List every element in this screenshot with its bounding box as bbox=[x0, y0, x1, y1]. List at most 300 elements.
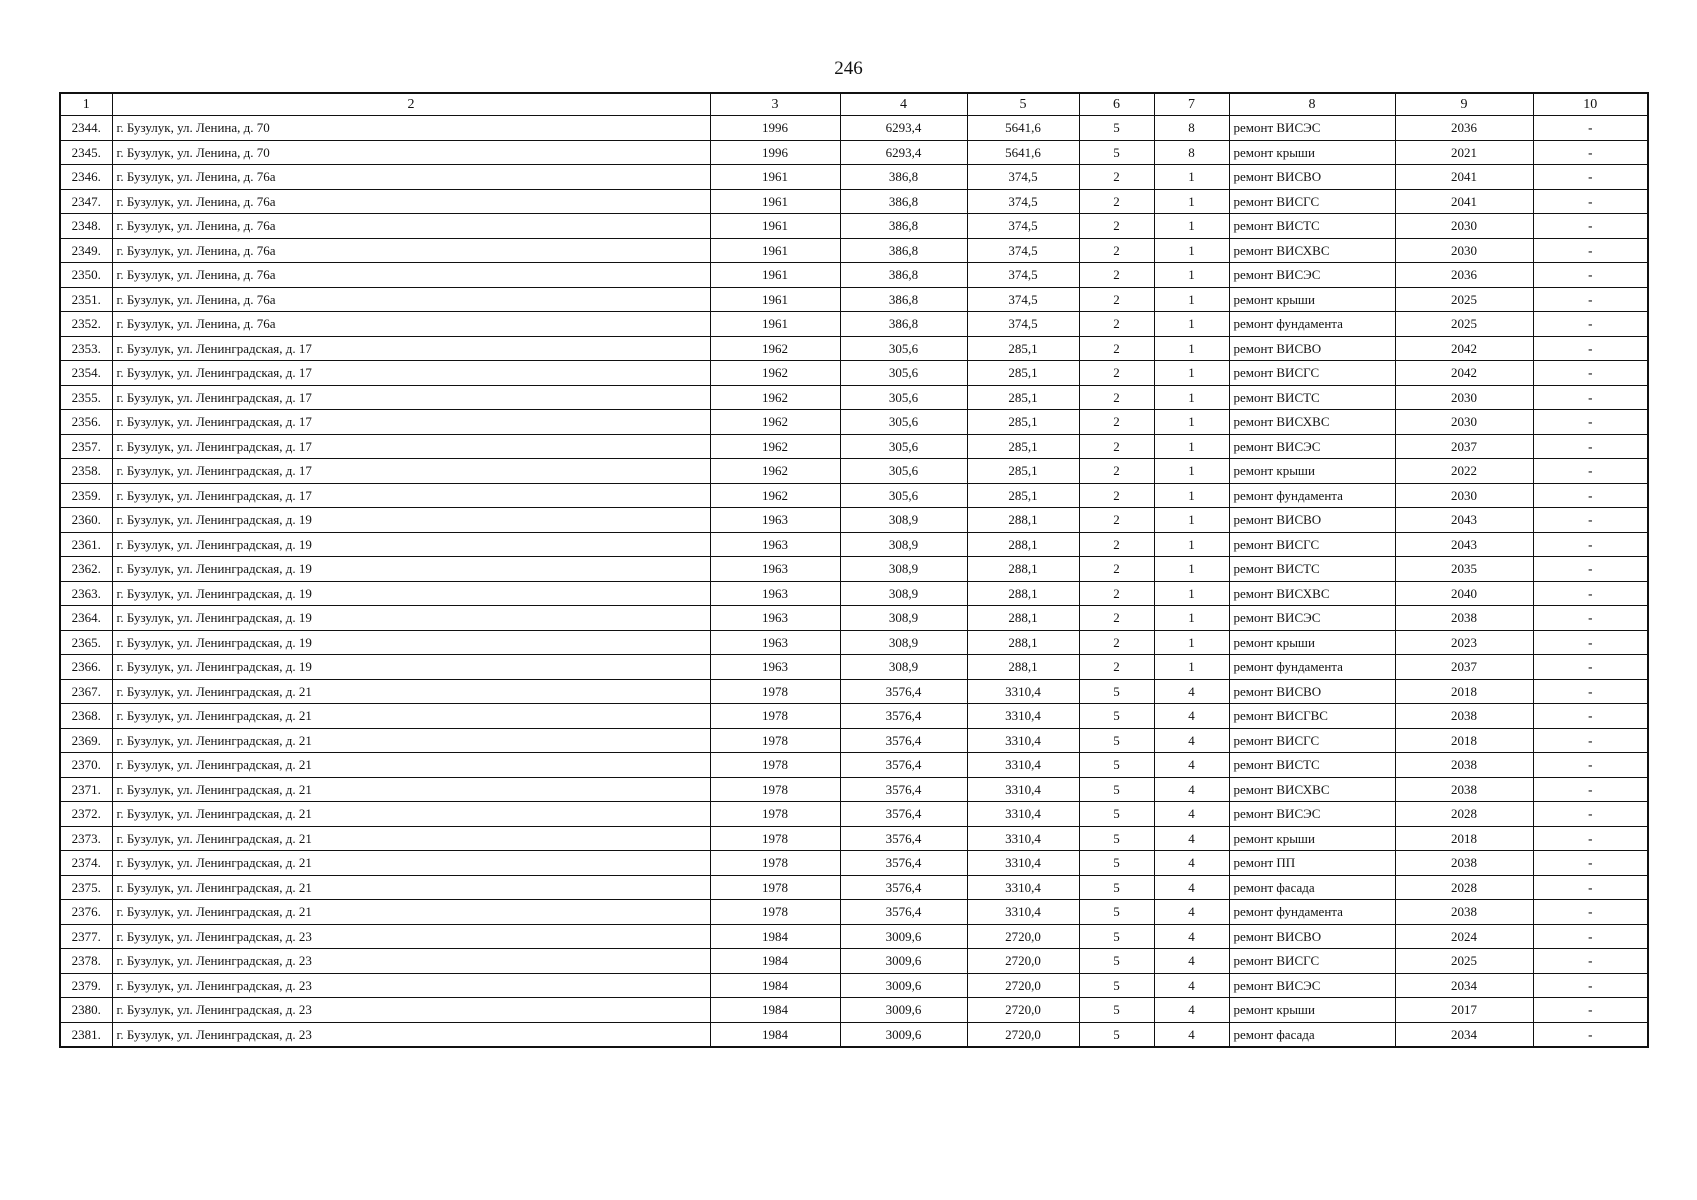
living-area-cell: 2720,0 bbox=[967, 1022, 1079, 1047]
year-cell: 1984 bbox=[710, 1022, 840, 1047]
table-row bbox=[60, 606, 1648, 631]
note-cell: - bbox=[1533, 777, 1648, 802]
year-cell: 1962 bbox=[710, 385, 840, 410]
address-cell: г. Бузулук, ул. Ленинградская, д. 21 bbox=[112, 900, 710, 925]
row-number: 2355. bbox=[60, 385, 112, 410]
entrances-cell: 1 bbox=[1154, 557, 1229, 582]
address-cell: г. Бузулук, ул. Ленинградская, д. 21 bbox=[112, 679, 710, 704]
year-cell: 1978 bbox=[710, 875, 840, 900]
note-cell: - bbox=[1533, 679, 1648, 704]
row-number: 2374. bbox=[60, 851, 112, 876]
entrances-cell: 1 bbox=[1154, 434, 1229, 459]
planned-year-cell: 2036 bbox=[1395, 116, 1533, 141]
note-cell: - bbox=[1533, 753, 1648, 778]
total-area-cell: 305,6 bbox=[840, 410, 967, 435]
column-header: 9 bbox=[1395, 93, 1533, 116]
planned-year-cell: 2023 bbox=[1395, 630, 1533, 655]
work-type-cell: ремонт ВИСЭС bbox=[1229, 116, 1395, 141]
planned-year-cell: 2037 bbox=[1395, 434, 1533, 459]
address-cell: г. Бузулук, ул. Ленина, д. 76а bbox=[112, 263, 710, 288]
planned-year-cell: 2038 bbox=[1395, 851, 1533, 876]
entrances-cell: 4 bbox=[1154, 753, 1229, 778]
year-cell: 1962 bbox=[710, 459, 840, 484]
entrances-cell: 1 bbox=[1154, 214, 1229, 239]
table-row bbox=[60, 532, 1648, 557]
note-cell: - bbox=[1533, 263, 1648, 288]
living-area-cell: 288,1 bbox=[967, 630, 1079, 655]
entrances-cell: 1 bbox=[1154, 581, 1229, 606]
entrances-cell: 1 bbox=[1154, 189, 1229, 214]
planned-year-cell: 2042 bbox=[1395, 361, 1533, 386]
table-body bbox=[60, 116, 1648, 1048]
year-cell: 1978 bbox=[710, 753, 840, 778]
row-number: 2377. bbox=[60, 924, 112, 949]
year-cell: 1961 bbox=[710, 165, 840, 190]
row-number: 2368. bbox=[60, 704, 112, 729]
address-cell: г. Бузулук, ул. Ленинградская, д. 23 bbox=[112, 924, 710, 949]
total-area-cell: 3576,4 bbox=[840, 679, 967, 704]
entrances-cell: 1 bbox=[1154, 532, 1229, 557]
table-row bbox=[60, 728, 1648, 753]
total-area-cell: 3576,4 bbox=[840, 802, 967, 827]
table-row bbox=[60, 973, 1648, 998]
note-cell: - bbox=[1533, 875, 1648, 900]
work-type-cell: ремонт ВИСГС bbox=[1229, 728, 1395, 753]
row-number: 2351. bbox=[60, 287, 112, 312]
planned-year-cell: 2037 bbox=[1395, 655, 1533, 680]
living-area-cell: 3310,4 bbox=[967, 704, 1079, 729]
total-area-cell: 6293,4 bbox=[840, 140, 967, 165]
work-type-cell: ремонт фундамента bbox=[1229, 483, 1395, 508]
work-type-cell: ремонт ВИСЭС bbox=[1229, 606, 1395, 631]
note-cell: - bbox=[1533, 532, 1648, 557]
work-type-cell: ремонт ВИСТС bbox=[1229, 753, 1395, 778]
entrances-cell: 8 bbox=[1154, 140, 1229, 165]
planned-year-cell: 2030 bbox=[1395, 214, 1533, 239]
note-cell: - bbox=[1533, 998, 1648, 1023]
entrances-cell: 1 bbox=[1154, 263, 1229, 288]
planned-year-cell: 2018 bbox=[1395, 826, 1533, 851]
row-number: 2376. bbox=[60, 900, 112, 925]
column-header: 1 bbox=[60, 93, 112, 116]
address-cell: г. Бузулук, ул. Ленинградская, д. 23 bbox=[112, 1022, 710, 1047]
year-cell: 1962 bbox=[710, 434, 840, 459]
row-number: 2373. bbox=[60, 826, 112, 851]
total-area-cell: 3576,4 bbox=[840, 851, 967, 876]
note-cell: - bbox=[1533, 336, 1648, 361]
floors-cell: 2 bbox=[1079, 336, 1154, 361]
entrances-cell: 4 bbox=[1154, 973, 1229, 998]
table-row bbox=[60, 998, 1648, 1023]
total-area-cell: 3576,4 bbox=[840, 704, 967, 729]
floors-cell: 5 bbox=[1079, 900, 1154, 925]
address-cell: г. Бузулук, ул. Ленина, д. 70 bbox=[112, 116, 710, 141]
total-area-cell: 3009,6 bbox=[840, 1022, 967, 1047]
total-area-cell: 308,9 bbox=[840, 508, 967, 533]
year-cell: 1978 bbox=[710, 704, 840, 729]
entrances-cell: 1 bbox=[1154, 336, 1229, 361]
work-type-cell: ремонт ВИСХВС bbox=[1229, 410, 1395, 435]
address-cell: г. Бузулук, ул. Ленинградская, д. 23 bbox=[112, 973, 710, 998]
entrances-cell: 4 bbox=[1154, 1022, 1229, 1047]
entrances-cell: 4 bbox=[1154, 826, 1229, 851]
floors-cell: 2 bbox=[1079, 655, 1154, 680]
address-cell: г. Бузулук, ул. Ленинградская, д. 21 bbox=[112, 875, 710, 900]
entrances-cell: 1 bbox=[1154, 630, 1229, 655]
entrances-cell: 4 bbox=[1154, 949, 1229, 974]
floors-cell: 2 bbox=[1079, 434, 1154, 459]
living-area-cell: 2720,0 bbox=[967, 924, 1079, 949]
note-cell: - bbox=[1533, 434, 1648, 459]
total-area-cell: 3576,4 bbox=[840, 777, 967, 802]
floors-cell: 2 bbox=[1079, 410, 1154, 435]
year-cell: 1978 bbox=[710, 900, 840, 925]
table-row bbox=[60, 483, 1648, 508]
table-row bbox=[60, 140, 1648, 165]
work-type-cell: ремонт ВИСГС bbox=[1229, 949, 1395, 974]
work-type-cell: ремонт ВИСХВС bbox=[1229, 238, 1395, 263]
table-row bbox=[60, 826, 1648, 851]
entrances-cell: 4 bbox=[1154, 802, 1229, 827]
address-cell: г. Бузулук, ул. Ленинградская, д. 21 bbox=[112, 728, 710, 753]
planned-year-cell: 2025 bbox=[1395, 312, 1533, 337]
year-cell: 1978 bbox=[710, 728, 840, 753]
year-cell: 1962 bbox=[710, 483, 840, 508]
year-cell: 1963 bbox=[710, 606, 840, 631]
floors-cell: 5 bbox=[1079, 802, 1154, 827]
year-cell: 1984 bbox=[710, 973, 840, 998]
table-row bbox=[60, 851, 1648, 876]
entrances-cell: 1 bbox=[1154, 410, 1229, 435]
work-type-cell: ремонт ВИСВО bbox=[1229, 508, 1395, 533]
table-row bbox=[60, 214, 1648, 239]
floors-cell: 5 bbox=[1079, 116, 1154, 141]
total-area-cell: 386,8 bbox=[840, 312, 967, 337]
work-type-cell: ремонт фундамента bbox=[1229, 655, 1395, 680]
address-cell: г. Бузулук, ул. Ленинградская, д. 21 bbox=[112, 826, 710, 851]
floors-cell: 2 bbox=[1079, 263, 1154, 288]
note-cell: - bbox=[1533, 704, 1648, 729]
floors-cell: 2 bbox=[1079, 630, 1154, 655]
living-area-cell: 288,1 bbox=[967, 581, 1079, 606]
year-cell: 1984 bbox=[710, 924, 840, 949]
year-cell: 1978 bbox=[710, 851, 840, 876]
entrances-cell: 4 bbox=[1154, 679, 1229, 704]
row-number: 2362. bbox=[60, 557, 112, 582]
total-area-cell: 305,6 bbox=[840, 434, 967, 459]
row-number: 2363. bbox=[60, 581, 112, 606]
address-cell: г. Бузулук, ул. Ленина, д. 70 bbox=[112, 140, 710, 165]
work-type-cell: ремонт ВИСГВС bbox=[1229, 704, 1395, 729]
year-cell: 1961 bbox=[710, 287, 840, 312]
row-number: 2359. bbox=[60, 483, 112, 508]
living-area-cell: 3310,4 bbox=[967, 777, 1079, 802]
floors-cell: 2 bbox=[1079, 287, 1154, 312]
planned-year-cell: 2043 bbox=[1395, 508, 1533, 533]
work-type-cell: ремонт ВИСЭС bbox=[1229, 802, 1395, 827]
table-row bbox=[60, 287, 1648, 312]
planned-year-cell: 2040 bbox=[1395, 581, 1533, 606]
living-area-cell: 285,1 bbox=[967, 483, 1079, 508]
address-cell: г. Бузулук, ул. Ленина, д. 76а bbox=[112, 189, 710, 214]
address-cell: г. Бузулук, ул. Ленина, д. 76а bbox=[112, 214, 710, 239]
total-area-cell: 3009,6 bbox=[840, 924, 967, 949]
year-cell: 1996 bbox=[710, 140, 840, 165]
note-cell: - bbox=[1533, 459, 1648, 484]
row-number: 2369. bbox=[60, 728, 112, 753]
note-cell: - bbox=[1533, 557, 1648, 582]
living-area-cell: 288,1 bbox=[967, 655, 1079, 680]
year-cell: 1961 bbox=[710, 189, 840, 214]
floors-cell: 2 bbox=[1079, 459, 1154, 484]
work-type-cell: ремонт фасада bbox=[1229, 1022, 1395, 1047]
row-number: 2354. bbox=[60, 361, 112, 386]
table-row bbox=[60, 900, 1648, 925]
year-cell: 1963 bbox=[710, 581, 840, 606]
living-area-cell: 288,1 bbox=[967, 557, 1079, 582]
table-row bbox=[60, 630, 1648, 655]
planned-year-cell: 2030 bbox=[1395, 385, 1533, 410]
row-number: 2378. bbox=[60, 949, 112, 974]
living-area-cell: 3310,4 bbox=[967, 875, 1079, 900]
floors-cell: 5 bbox=[1079, 973, 1154, 998]
table-row bbox=[60, 116, 1648, 141]
total-area-cell: 308,9 bbox=[840, 606, 967, 631]
floors-cell: 2 bbox=[1079, 385, 1154, 410]
planned-year-cell: 2030 bbox=[1395, 483, 1533, 508]
planned-year-cell: 2041 bbox=[1395, 165, 1533, 190]
year-cell: 1963 bbox=[710, 508, 840, 533]
address-cell: г. Бузулук, ул. Ленинградская, д. 19 bbox=[112, 655, 710, 680]
planned-year-cell: 2038 bbox=[1395, 900, 1533, 925]
floors-cell: 5 bbox=[1079, 679, 1154, 704]
note-cell: - bbox=[1533, 924, 1648, 949]
row-number: 2352. bbox=[60, 312, 112, 337]
living-area-cell: 285,1 bbox=[967, 410, 1079, 435]
row-number: 2365. bbox=[60, 630, 112, 655]
planned-year-cell: 2038 bbox=[1395, 704, 1533, 729]
entrances-cell: 4 bbox=[1154, 900, 1229, 925]
column-header: 2 bbox=[112, 93, 710, 116]
column-header: 6 bbox=[1079, 93, 1154, 116]
address-cell: г. Бузулук, ул. Ленина, д. 76а bbox=[112, 287, 710, 312]
year-cell: 1984 bbox=[710, 998, 840, 1023]
work-type-cell: ремонт ВИСЭС bbox=[1229, 973, 1395, 998]
living-area-cell: 285,1 bbox=[967, 459, 1079, 484]
note-cell: - bbox=[1533, 1022, 1648, 1047]
planned-year-cell: 2043 bbox=[1395, 532, 1533, 557]
living-area-cell: 285,1 bbox=[967, 361, 1079, 386]
planned-year-cell: 2028 bbox=[1395, 802, 1533, 827]
entrances-cell: 1 bbox=[1154, 287, 1229, 312]
work-type-cell: ремонт ВИСТС bbox=[1229, 385, 1395, 410]
total-area-cell: 386,8 bbox=[840, 263, 967, 288]
row-number: 2347. bbox=[60, 189, 112, 214]
year-cell: 1961 bbox=[710, 214, 840, 239]
table-row bbox=[60, 1022, 1648, 1047]
table-row bbox=[60, 704, 1648, 729]
year-cell: 1962 bbox=[710, 336, 840, 361]
column-header: 10 bbox=[1533, 93, 1648, 116]
year-cell: 1984 bbox=[710, 949, 840, 974]
floors-cell: 5 bbox=[1079, 826, 1154, 851]
planned-year-cell: 2017 bbox=[1395, 998, 1533, 1023]
work-type-cell: ремонт фундамента bbox=[1229, 900, 1395, 925]
living-area-cell: 374,5 bbox=[967, 287, 1079, 312]
table-row bbox=[60, 385, 1648, 410]
total-area-cell: 386,8 bbox=[840, 238, 967, 263]
row-number: 2379. bbox=[60, 973, 112, 998]
floors-cell: 2 bbox=[1079, 557, 1154, 582]
living-area-cell: 285,1 bbox=[967, 385, 1079, 410]
entrances-cell: 1 bbox=[1154, 385, 1229, 410]
address-cell: г. Бузулук, ул. Ленинградская, д. 17 bbox=[112, 459, 710, 484]
entrances-cell: 4 bbox=[1154, 704, 1229, 729]
floors-cell: 5 bbox=[1079, 753, 1154, 778]
note-cell: - bbox=[1533, 655, 1648, 680]
planned-year-cell: 2025 bbox=[1395, 287, 1533, 312]
year-cell: 1996 bbox=[710, 116, 840, 141]
column-header: 4 bbox=[840, 93, 967, 116]
row-number: 2360. bbox=[60, 508, 112, 533]
floors-cell: 2 bbox=[1079, 361, 1154, 386]
note-cell: - bbox=[1533, 189, 1648, 214]
planned-year-cell: 2021 bbox=[1395, 140, 1533, 165]
floors-cell: 2 bbox=[1079, 165, 1154, 190]
address-cell: г. Бузулук, ул. Ленинградская, д. 19 bbox=[112, 581, 710, 606]
living-area-cell: 2720,0 bbox=[967, 949, 1079, 974]
row-number: 2371. bbox=[60, 777, 112, 802]
planned-year-cell: 2034 bbox=[1395, 1022, 1533, 1047]
living-area-cell: 374,5 bbox=[967, 165, 1079, 190]
floors-cell: 5 bbox=[1079, 728, 1154, 753]
row-number: 2364. bbox=[60, 606, 112, 631]
planned-year-cell: 2034 bbox=[1395, 973, 1533, 998]
entrances-cell: 1 bbox=[1154, 165, 1229, 190]
note-cell: - bbox=[1533, 826, 1648, 851]
address-cell: г. Бузулук, ул. Ленинградская, д. 17 bbox=[112, 483, 710, 508]
living-area-cell: 288,1 bbox=[967, 508, 1079, 533]
year-cell: 1962 bbox=[710, 361, 840, 386]
table-row bbox=[60, 189, 1648, 214]
total-area-cell: 386,8 bbox=[840, 214, 967, 239]
living-area-cell: 374,5 bbox=[967, 263, 1079, 288]
entrances-cell: 1 bbox=[1154, 606, 1229, 631]
note-cell: - bbox=[1533, 728, 1648, 753]
work-type-cell: ремонт ВИСВО bbox=[1229, 679, 1395, 704]
floors-cell: 2 bbox=[1079, 581, 1154, 606]
year-cell: 1963 bbox=[710, 630, 840, 655]
work-type-cell: ремонт ВИСВО bbox=[1229, 336, 1395, 361]
address-cell: г. Бузулук, ул. Ленина, д. 76а bbox=[112, 312, 710, 337]
total-area-cell: 3576,4 bbox=[840, 728, 967, 753]
floors-cell: 2 bbox=[1079, 532, 1154, 557]
note-cell: - bbox=[1533, 973, 1648, 998]
floors-cell: 2 bbox=[1079, 312, 1154, 337]
table-row bbox=[60, 875, 1648, 900]
planned-year-cell: 2022 bbox=[1395, 459, 1533, 484]
work-type-cell: ремонт крыши bbox=[1229, 459, 1395, 484]
living-area-cell: 3310,4 bbox=[967, 851, 1079, 876]
work-type-cell: ремонт ВИСЭС bbox=[1229, 263, 1395, 288]
total-area-cell: 305,6 bbox=[840, 336, 967, 361]
address-cell: г. Бузулук, ул. Ленинградская, д. 17 bbox=[112, 434, 710, 459]
table-row bbox=[60, 263, 1648, 288]
address-cell: г. Бузулук, ул. Ленинградская, д. 19 bbox=[112, 630, 710, 655]
total-area-cell: 386,8 bbox=[840, 287, 967, 312]
work-type-cell: ремонт крыши bbox=[1229, 630, 1395, 655]
year-cell: 1978 bbox=[710, 679, 840, 704]
address-cell: г. Бузулук, ул. Ленинградская, д. 19 bbox=[112, 557, 710, 582]
work-type-cell: ремонт крыши bbox=[1229, 287, 1395, 312]
row-number: 2367. bbox=[60, 679, 112, 704]
total-area-cell: 308,9 bbox=[840, 532, 967, 557]
table-row bbox=[60, 165, 1648, 190]
table-row bbox=[60, 336, 1648, 361]
living-area-cell: 2720,0 bbox=[967, 973, 1079, 998]
row-number: 2358. bbox=[60, 459, 112, 484]
living-area-cell: 285,1 bbox=[967, 336, 1079, 361]
floors-cell: 5 bbox=[1079, 140, 1154, 165]
year-cell: 1978 bbox=[710, 777, 840, 802]
total-area-cell: 386,8 bbox=[840, 165, 967, 190]
address-cell: г. Бузулук, ул. Ленинградская, д. 21 bbox=[112, 704, 710, 729]
planned-year-cell: 2038 bbox=[1395, 753, 1533, 778]
entrances-cell: 4 bbox=[1154, 728, 1229, 753]
row-number: 2361. bbox=[60, 532, 112, 557]
living-area-cell: 3310,4 bbox=[967, 753, 1079, 778]
address-cell: г. Бузулук, ул. Ленинградская, д. 23 bbox=[112, 998, 710, 1023]
total-area-cell: 3576,4 bbox=[840, 826, 967, 851]
total-area-cell: 305,6 bbox=[840, 361, 967, 386]
row-number: 2346. bbox=[60, 165, 112, 190]
floors-cell: 2 bbox=[1079, 483, 1154, 508]
note-cell: - bbox=[1533, 116, 1648, 141]
table-row bbox=[60, 508, 1648, 533]
table-row bbox=[60, 238, 1648, 263]
year-cell: 1961 bbox=[710, 238, 840, 263]
address-cell: г. Бузулук, ул. Ленинградская, д. 19 bbox=[112, 606, 710, 631]
note-cell: - bbox=[1533, 949, 1648, 974]
planned-year-cell: 2041 bbox=[1395, 189, 1533, 214]
planned-year-cell: 2038 bbox=[1395, 606, 1533, 631]
address-cell: г. Бузулук, ул. Ленинградская, д. 17 bbox=[112, 336, 710, 361]
entrances-cell: 4 bbox=[1154, 777, 1229, 802]
planned-year-cell: 2042 bbox=[1395, 336, 1533, 361]
note-cell: - bbox=[1533, 483, 1648, 508]
work-type-cell: ремонт крыши bbox=[1229, 998, 1395, 1023]
year-cell: 1978 bbox=[710, 826, 840, 851]
total-area-cell: 308,9 bbox=[840, 557, 967, 582]
row-number: 2381. bbox=[60, 1022, 112, 1047]
floors-cell: 2 bbox=[1079, 606, 1154, 631]
address-cell: г. Бузулук, ул. Ленинградская, д. 17 bbox=[112, 361, 710, 386]
address-cell: г. Бузулук, ул. Ленинградская, д. 17 bbox=[112, 410, 710, 435]
note-cell: - bbox=[1533, 312, 1648, 337]
work-type-cell: ремонт ПП bbox=[1229, 851, 1395, 876]
row-number: 2372. bbox=[60, 802, 112, 827]
row-number: 2345. bbox=[60, 140, 112, 165]
floors-cell: 5 bbox=[1079, 704, 1154, 729]
work-type-cell: ремонт ВИСЭС bbox=[1229, 434, 1395, 459]
address-cell: г. Бузулук, ул. Ленинградская, д. 17 bbox=[112, 385, 710, 410]
floors-cell: 5 bbox=[1079, 777, 1154, 802]
living-area-cell: 374,5 bbox=[967, 214, 1079, 239]
table-row bbox=[60, 679, 1648, 704]
total-area-cell: 386,8 bbox=[840, 189, 967, 214]
planned-year-cell: 2028 bbox=[1395, 875, 1533, 900]
living-area-cell: 3310,4 bbox=[967, 679, 1079, 704]
